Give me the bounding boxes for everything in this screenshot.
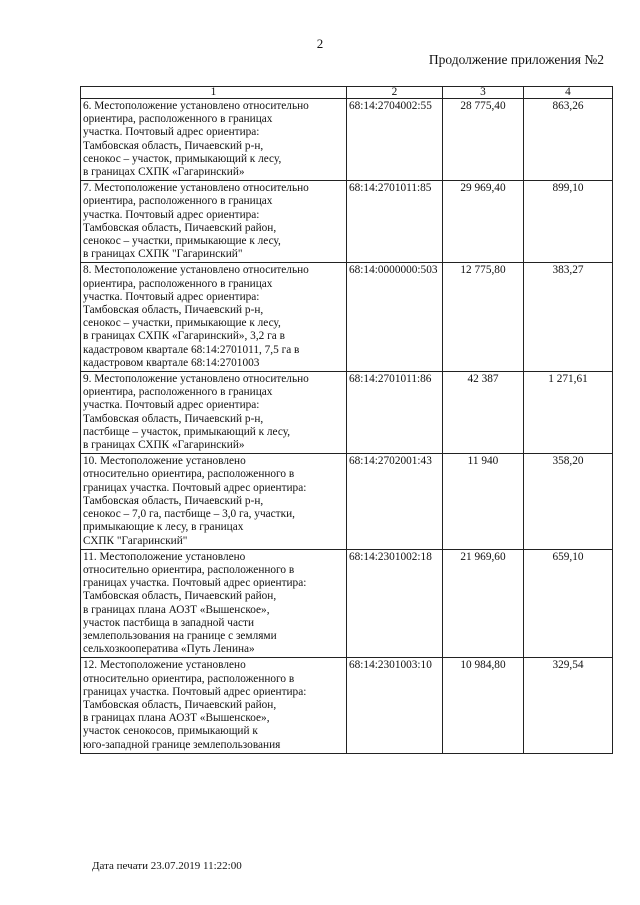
column-header-3: 3 [443,87,524,99]
table-row [81,263,613,372]
column-header-4: 4 [524,87,613,99]
location-description: 8. Местоположение установлено относительно ориентира, расположенного в границах участка. Почтовый адрес ориентира: Тамбовская область, Пичаевский р-н, сенокос – участки, примыкающие к лесу, в границах СХПК «Гагаринский», 3,2 га в кадастровом квартале 68:14:2701011, 7,5 га в кадастровом квартале 68:14:2701003 [81,263,347,372]
cost-value: 659,10 [524,549,613,658]
location-description: 7. Местоположение установлено относительно ориентира, расположенного в границах участка. Почтовый адрес ориентира: Тамбовская область, Пичаевский район, сенокос – участки, примыкающие к лесу, в границах СХПК "Гагаринский" [81,181,347,263]
table-row [81,454,613,549]
page-number: 2 [316,36,324,51]
location-description: 12. Местоположение установлено относительно ориентира, расположенного в границах участка. Почтовый адрес ориентира: Тамбовская область, Пичаевский район, в границах плана АОЗТ «Вышенское», участок сенокосов, примыкающий к юго-западной границе землепользования [81,658,347,753]
cadastral-number: 68:14:0000000:503 [347,263,443,372]
cadastral-number: 68:14:2701011:86 [347,372,443,454]
cost-value: 329,54 [524,658,613,753]
area-value: 11 940 [443,454,524,549]
cost-value: 1 271,61 [524,372,613,454]
appendix-continuation-title: Продолжение приложения №2 [428,52,604,67]
cadastral-number: 68:14:2301003:10 [347,658,443,753]
table-row [81,658,613,753]
cost-value: 899,10 [524,181,613,263]
location-description: 9. Местоположение установлено относительно ориентира, расположенного в границах участка. Почтовый адрес ориентира: Тамбовская область, Пичаевский р-н, пастбище – участок, примыкающий к лесу, в границах СХПК «Гагаринский» [81,372,347,454]
area-value: 42 387 [443,372,524,454]
cadastral-number: 68:14:2704002:55 [347,99,443,181]
land-plots-table [80,86,613,754]
area-value: 21 969,60 [443,549,524,658]
cost-value: 358,20 [524,454,613,549]
cadastral-number: 68:14:2701011:85 [347,181,443,263]
cadastral-number: 68:14:2702001:43 [347,454,443,549]
area-value: 28 775,40 [443,99,524,181]
location-description: 11. Местоположение установлено относительно ориентира, расположенного в границах участка. Почтовый адрес ориентира: Тамбовская область, Пичаевский район, в границах плана АОЗТ «Вышенское», участок пастбища в западной части землепользования на границе с землями сельхозкооператива «Путь Ленина» [81,549,347,658]
table-row [81,549,613,658]
location-description: 10. Местоположение установлено относительно ориентира, расположенного в границах участка. Почтовый адрес ориентира: Тамбовская область, Пичаевский р-н, сенокос – 7,0 га, пастбище – 3,0 га, участки, примыкающие к лесу, в границах СХПК "Гагаринский" [81,454,347,549]
cost-value: 383,27 [524,263,613,372]
area-value: 29 969,40 [443,181,524,263]
table-header-row [81,87,613,99]
table-row [81,99,613,181]
location-description: 6. Местоположение установлено относительно ориентира, расположенного в границах участка. Почтовый адрес ориентира: Тамбовская область, Пичаевский р-н, сенокос – участок, примыкающий к лесу, в границах СХПК «Гагаринский» [81,99,347,181]
column-header-2: 2 [347,87,443,99]
column-header-1: 1 [81,87,347,99]
table-row [81,181,613,263]
cadastral-number: 68:14:2301002:18 [347,549,443,658]
table-row [81,372,613,454]
area-value: 10 984,80 [443,658,524,753]
print-date: Дата печати 23.07.2019 11:22:00 [92,860,242,872]
area-value: 12 775,80 [443,263,524,372]
cost-value: 863,26 [524,99,613,181]
